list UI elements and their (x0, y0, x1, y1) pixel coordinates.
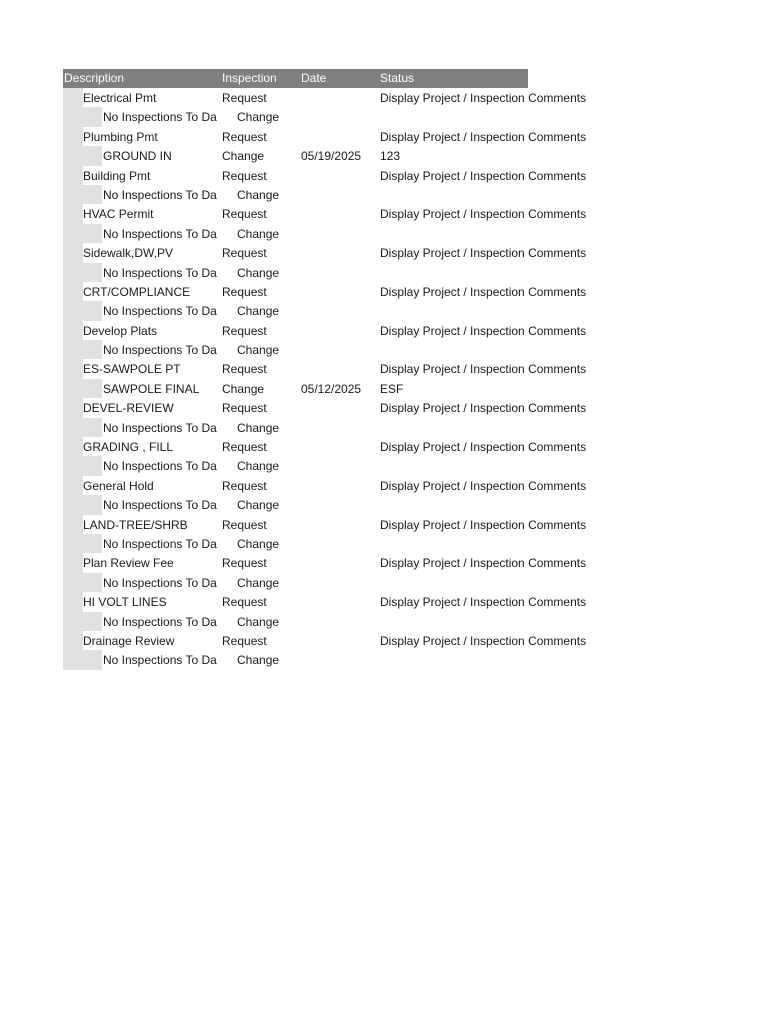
change-inspection-link[interactable]: Change (237, 420, 280, 435)
change-inspection-link[interactable]: Change (237, 575, 280, 590)
permit-row (63, 476, 703, 495)
description-cell: Electrical Pmt (83, 91, 157, 105)
change-inspection-link[interactable]: Change (237, 459, 280, 474)
row-indent-gutter (63, 592, 83, 611)
display-comments-link[interactable]: Display Project / Inspection Comments (380, 556, 587, 571)
inspection-row (63, 301, 703, 320)
display-comments-link[interactable]: Display Project / Inspection Comments (380, 595, 587, 610)
description-cell: No Inspections To Da (103, 536, 217, 551)
display-comments-link[interactable]: Display Project / Inspection Comments (380, 91, 587, 105)
change-inspection-link[interactable]: Change (237, 653, 280, 668)
description-cell: HI VOLT LINES (83, 595, 167, 610)
table-header (63, 69, 528, 88)
permit-row (63, 592, 703, 611)
change-inspection-link[interactable]: Change (222, 381, 265, 396)
permit-row (63, 166, 703, 185)
description-cell: ES-SAWPOLE PT (83, 362, 181, 377)
inspection-row (63, 185, 703, 204)
description-cell: DEVEL-REVIEW (83, 401, 174, 416)
status-cell: 123 (380, 149, 401, 164)
table-body (63, 88, 703, 670)
description-cell: No Inspections To Da (103, 265, 217, 280)
row-indent-gutter (63, 127, 83, 146)
request-inspection-link[interactable]: Request (222, 91, 267, 105)
row-indent-gutter (63, 88, 83, 107)
row-indent-gutter (63, 612, 102, 631)
permit-row (63, 437, 703, 456)
row-indent-gutter (63, 553, 83, 572)
request-inspection-link[interactable]: Request (222, 362, 267, 377)
display-comments-link[interactable]: Display Project / Inspection Comments (380, 129, 587, 144)
inspection-row (63, 612, 703, 631)
description-cell: LAND-TREE/SHRB (83, 517, 188, 532)
description-cell: No Inspections To Da (103, 498, 217, 513)
inspection-row (63, 107, 703, 126)
permit-row (63, 515, 703, 534)
row-indent-gutter (63, 263, 102, 282)
inspection-row (63, 379, 703, 398)
description-cell: No Inspections To Da (103, 575, 217, 590)
description-cell: GRADING , FILL (83, 440, 174, 455)
request-inspection-link[interactable]: Request (222, 556, 267, 571)
request-inspection-link[interactable]: Request (222, 595, 267, 610)
change-inspection-link[interactable]: Change (237, 498, 280, 513)
change-inspection-link[interactable]: Change (237, 614, 280, 629)
description-cell: CRT/COMPLIANCE (83, 284, 191, 299)
permit-row (63, 127, 703, 146)
header-inspection: Inspection (222, 71, 277, 85)
request-inspection-link[interactable]: Request (222, 284, 267, 299)
change-inspection-link[interactable]: Change (237, 187, 280, 202)
description-cell: General Hold (83, 478, 154, 493)
description-cell: No Inspections To Da (103, 226, 217, 241)
row-indent-gutter (63, 650, 102, 669)
change-inspection-link[interactable]: Change (237, 304, 280, 319)
change-inspection-link[interactable]: Change (237, 343, 280, 358)
inspection-row (63, 263, 703, 282)
date-cell: 05/12/2025 (301, 381, 362, 396)
permit-row (63, 88, 703, 107)
header-description: Description (64, 71, 125, 85)
inspection-row (63, 146, 703, 165)
description-cell: Plan Review Fee (83, 556, 174, 571)
status-cell: ESF (380, 381, 404, 396)
permit-row (63, 359, 703, 378)
request-inspection-link[interactable]: Request (222, 440, 267, 455)
request-inspection-link[interactable]: Request (222, 401, 267, 416)
permit-row (63, 553, 703, 572)
row-indent-gutter (63, 379, 102, 398)
display-comments-link[interactable]: Display Project / Inspection Comments (380, 401, 587, 416)
request-inspection-link[interactable]: Request (222, 478, 267, 493)
description-cell: No Inspections To Da (103, 653, 217, 668)
permit-row (63, 204, 703, 223)
request-inspection-link[interactable]: Request (222, 633, 267, 648)
description-cell: Develop Plats (83, 323, 158, 338)
description-cell: Building Pmt (83, 168, 151, 183)
row-indent-gutter (63, 495, 102, 514)
permit-row (63, 321, 703, 340)
inspection-row (63, 418, 703, 437)
row-indent-gutter (63, 282, 83, 301)
description-cell: Drainage Review (83, 633, 175, 648)
row-indent-gutter (63, 107, 102, 126)
row-indent-gutter (63, 321, 83, 340)
permit-row (63, 631, 703, 650)
display-comments-link[interactable]: Display Project / Inspection Comments (380, 323, 587, 338)
row-indent-gutter (63, 146, 102, 165)
header-date: Date (301, 71, 327, 85)
row-indent-gutter (63, 224, 102, 243)
row-indent-gutter (63, 204, 83, 223)
display-comments-link[interactable]: Display Project / Inspection Comments (380, 284, 587, 299)
row-indent-gutter (63, 437, 83, 456)
inspection-table (63, 69, 703, 670)
row-indent-gutter (63, 301, 102, 320)
inspection-row (63, 456, 703, 475)
inspection-row (63, 650, 703, 669)
inspection-row (63, 573, 703, 592)
row-indent-gutter (63, 359, 83, 378)
display-comments-link[interactable]: Display Project / Inspection Comments (380, 478, 587, 493)
description-cell: SAWPOLE FINAL (103, 381, 200, 396)
request-inspection-link[interactable]: Request (222, 207, 267, 222)
row-indent-gutter (63, 243, 83, 262)
change-inspection-link[interactable]: Change (237, 110, 280, 125)
inspection-row (63, 534, 703, 553)
row-indent-gutter (63, 573, 102, 592)
permit-row (63, 282, 703, 301)
description-cell: Plumbing Pmt (83, 129, 158, 144)
header-status: Status (380, 71, 415, 85)
description-cell: No Inspections To Da (103, 614, 217, 629)
request-inspection-link[interactable]: Request (222, 129, 267, 144)
display-comments-link[interactable]: Display Project / Inspection Comments (380, 207, 587, 222)
display-comments-link[interactable]: Display Project / Inspection Comments (380, 362, 587, 377)
change-inspection-link[interactable]: Change (222, 149, 265, 164)
description-cell: HVAC Permit (83, 207, 154, 222)
request-inspection-link[interactable]: Request (222, 323, 267, 338)
display-comments-link[interactable]: Display Project / Inspection Comments (380, 246, 587, 261)
row-indent-gutter (63, 340, 102, 359)
description-cell: Sidewalk,DW,PV (83, 246, 174, 261)
display-comments-link[interactable]: Display Project / Inspection Comments (380, 633, 587, 648)
row-indent-gutter (63, 166, 83, 185)
description-cell: No Inspections To Da (103, 459, 217, 474)
permit-row (63, 243, 703, 262)
description-cell: No Inspections To Da (103, 304, 217, 319)
request-inspection-link[interactable]: Request (222, 246, 267, 261)
permit-row (63, 398, 703, 417)
row-indent-gutter (63, 456, 102, 475)
description-cell: No Inspections To Da (103, 343, 217, 358)
row-indent-gutter (63, 418, 102, 437)
row-indent-gutter (63, 185, 102, 204)
row-indent-gutter (63, 631, 83, 650)
request-inspection-link[interactable]: Request (222, 168, 267, 183)
row-indent-gutter (63, 515, 83, 534)
display-comments-link[interactable]: Display Project / Inspection Comments (380, 440, 587, 455)
inspection-row (63, 495, 703, 514)
row-indent-gutter (63, 398, 83, 417)
row-indent-gutter (63, 534, 102, 553)
row-indent-gutter (63, 476, 83, 495)
date-cell: 05/19/2025 (301, 149, 362, 164)
display-comments-link[interactable]: Display Project / Inspection Comments (380, 517, 587, 532)
display-comments-link[interactable]: Display Project / Inspection Comments (380, 168, 587, 183)
inspection-row (63, 224, 703, 243)
description-cell: No Inspections To Da (103, 187, 217, 202)
description-cell: GROUND IN (103, 149, 172, 164)
request-inspection-link[interactable]: Request (222, 517, 267, 532)
change-inspection-link[interactable]: Change (237, 536, 280, 551)
description-cell: No Inspections To Da (103, 420, 217, 435)
change-inspection-link[interactable]: Change (237, 226, 280, 241)
inspection-row (63, 340, 703, 359)
change-inspection-link[interactable]: Change (237, 265, 280, 280)
description-cell: No Inspections To Da (103, 110, 217, 125)
